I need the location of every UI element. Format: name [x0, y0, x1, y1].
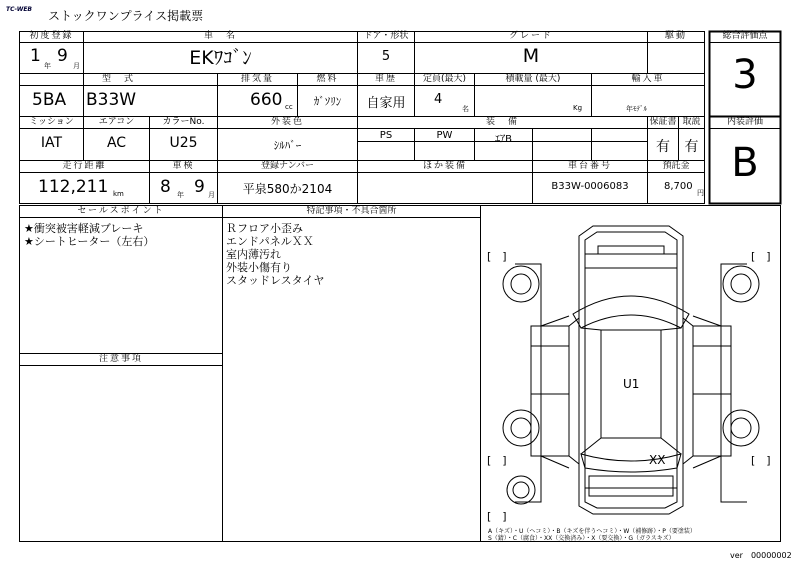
displacement-unit: cc	[285, 103, 293, 111]
damage-legend	[488, 528, 696, 542]
damage-mark-u1: U1	[623, 377, 640, 391]
mileage-unit: km	[113, 190, 124, 198]
label-drive: 駆動	[664, 31, 687, 41]
label-import: 輸入車	[631, 74, 665, 84]
model-value: B33W	[86, 90, 137, 110]
inspection-month-unit: 月	[208, 191, 215, 199]
model-prefix: 5BA	[32, 90, 67, 110]
manual-value: 有	[684, 139, 699, 155]
label-color: カラーNo.	[162, 117, 205, 127]
label-caution: 注意事項	[98, 354, 143, 364]
usage-value: 自家用	[366, 96, 406, 111]
first-reg-year-unit: 年	[44, 62, 51, 70]
displacement-value: 660	[250, 90, 283, 110]
label-load: 積載量 (最大)	[505, 74, 561, 84]
legend-line: S（錆）・C（腐食）・XX（交換済み）・X（要交換）・G（ガラスキズ）	[488, 535, 675, 542]
equip-airbag: ｴｱB	[495, 134, 512, 145]
label-manual: 取説	[682, 117, 701, 127]
label-mission: ミッション	[29, 117, 74, 127]
list-item: エンドパネルＸＸ	[226, 235, 314, 248]
first-reg-month: 9	[57, 46, 68, 66]
label-plate: 登録ナンバー	[261, 161, 314, 171]
damage-mark-xx: XX	[649, 453, 666, 467]
label-interior: 内装評価	[726, 117, 763, 127]
vehicle-damage-diagram	[481, 206, 780, 526]
ext-color-value: ｼﾙﾊﾞｰ	[273, 139, 302, 152]
version-label: ver 00000002	[730, 551, 792, 560]
label-doors: ドア・形状	[363, 31, 409, 41]
warranty-value: 有	[656, 139, 670, 155]
label-car-name: 車 名	[203, 31, 237, 41]
bracket-marker: [ ]	[751, 454, 771, 467]
notes-list	[226, 222, 324, 287]
deposit-unit: 円	[697, 189, 704, 197]
legend-line: A（キズ）・U（ヘコミ）・B（キズを伴うヘコミ）・W（補修跡）・P（要塗装）	[488, 528, 696, 535]
list-item: スタッドレスタイヤ	[226, 274, 325, 287]
equip-pw: PW	[436, 130, 453, 141]
plate-value: 平泉580か2104	[242, 182, 333, 196]
label-aircon: エアコン	[98, 117, 135, 127]
list-item: 外装小傷有り	[226, 261, 292, 274]
import-unit: 年ﾓﾃﾞﾙ	[626, 105, 647, 113]
first-reg-year: 1	[30, 46, 41, 66]
bracket-marker: [ ]	[487, 454, 507, 467]
tcweb-logo: TC-WEB	[6, 6, 33, 13]
mission-value: IAT	[40, 135, 63, 151]
label-displacement: 排気量	[240, 74, 274, 84]
label-usage: 車歴	[374, 74, 397, 84]
equip-ps: PS	[379, 130, 393, 141]
label-warranty: 保証書	[649, 117, 677, 127]
doors-value: 5	[381, 49, 391, 64]
label-grade: グレード	[508, 31, 553, 41]
label-notes: 特記事項・不具合箇所	[306, 206, 397, 216]
label-model: 型 式	[101, 74, 135, 84]
list-item: ★衝突被害軽減ブレーキ	[24, 222, 144, 235]
list-item: ★シートヒーター（左右）	[24, 235, 155, 248]
inspection-year: 8	[160, 177, 171, 197]
capacity-value: 4	[434, 92, 443, 107]
grade-value: M	[522, 45, 540, 67]
bracket-marker: [ ]	[487, 510, 507, 523]
label-chassis: 車台番号	[567, 161, 612, 171]
inspection-year-unit: 年	[177, 191, 184, 199]
page-title: ストックワンプライス掲載票	[48, 9, 204, 23]
aircon-value: AC	[106, 135, 127, 151]
capacity-unit: 名	[462, 105, 469, 113]
label-mileage: 走行距離	[62, 161, 107, 171]
inspection-month: 9	[194, 177, 205, 197]
bracket-marker: [ ]	[751, 250, 771, 263]
overall-score: 3	[732, 52, 758, 98]
label-other-equip: ほか装備	[422, 161, 467, 171]
deposit-value: 8,700	[664, 181, 693, 192]
label-equipment: 装 備	[485, 117, 519, 127]
label-deposit: 預託金	[662, 161, 690, 171]
label-capacity: 定員(最大)	[422, 74, 467, 84]
list-item: Ｒフロア小歪み	[226, 222, 303, 235]
sales-points-list	[24, 222, 154, 248]
interior-score: B	[731, 140, 759, 186]
car-name: EKﾜｺﾞﾝ	[189, 47, 252, 69]
bracket-marker: [ ]	[487, 250, 507, 263]
list-item: 室内薄汚れ	[226, 248, 281, 261]
first-reg-month-unit: 月	[73, 62, 80, 70]
label-sales-points: セールスポイント	[77, 206, 165, 216]
label-overall: 総合評価点	[722, 31, 768, 41]
label-inspection: 車検	[172, 161, 195, 171]
label-ext-color: 外装色	[270, 117, 304, 127]
color-no-value: U25	[169, 135, 198, 151]
load-unit: Kg	[573, 104, 583, 112]
fuel-value: ｶﾞｿﾘﾝ	[313, 95, 342, 108]
chassis-value: B33W-0006083	[551, 181, 629, 192]
label-first-reg: 初度登録	[29, 31, 74, 41]
label-fuel: 燃料	[316, 74, 339, 84]
mileage-value: 112,211	[38, 177, 109, 197]
